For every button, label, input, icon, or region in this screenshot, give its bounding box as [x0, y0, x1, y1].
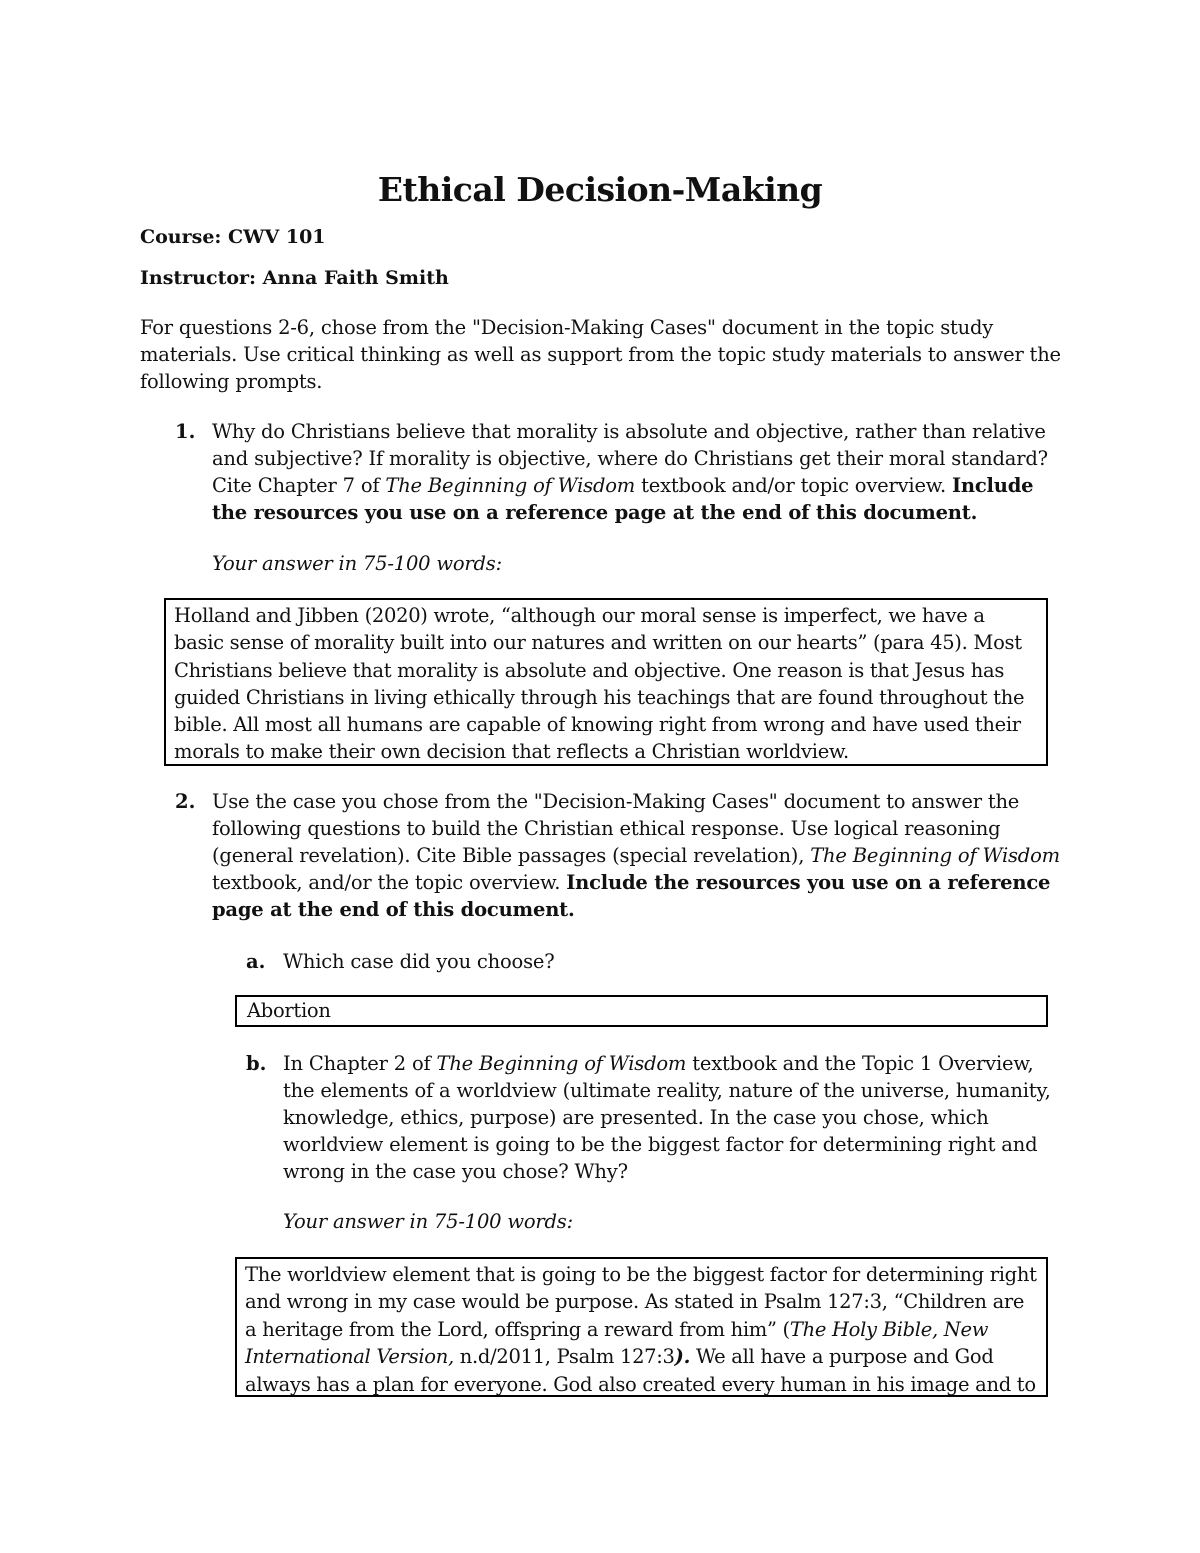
question-2a-text: Which case did you choose? [283, 950, 555, 973]
intro-paragraph: For questions 2-6, chose from the "Decision-Making Cases" document in the topic study materials. Use critical thinking as well as support from the topic study materials to answer the following prompts. [140, 316, 1061, 393]
course-line [140, 226, 326, 248]
book-title: The Beginning of Wisdom [436, 1052, 687, 1075]
course-value: CWV 101 [228, 226, 326, 248]
page-title: Ethical Decision-Making [377, 170, 823, 209]
book-title: The Beginning of Wisdom [385, 474, 636, 497]
question-2b-letter: b. [246, 1052, 267, 1075]
question-2b-answer-prompt: Your answer in 75-100 words: [283, 1210, 573, 1233]
question-1-number: 1. [175, 420, 196, 443]
question-2-bold-instruction: Include the resources you use on a reference page at the end of this document. [212, 871, 1051, 921]
instructor-label: Instructor: [140, 267, 257, 289]
question-1-bold-instruction: Include the resources you use on a reference page at the end of this document. [212, 474, 1034, 524]
question-2a-answer-box[interactable]: Abortion [235, 995, 1048, 1027]
instructor-value: Anna Faith Smith [262, 267, 449, 289]
question-2-text: Use the case you chose from the "Decision-Making Cases" document to answer the following questions to build the Christian ethical response. Use logical reasoning (general revelation). Cite Bible passages (special revelation), The Beginning of Wisdom textbook, and/or the topic overview. Include the resources you use on a reference page at the end of this document. [212, 790, 1060, 921]
instructor-line [140, 267, 449, 289]
question-2a-letter: a. [246, 950, 266, 973]
question-1-answer-prompt: Your answer in 75-100 words: [212, 552, 502, 575]
question-1-text: Why do Christians believe that morality is absolute and objective, rather than relative and subjective? If morality is objective, where do Christians get their moral standard? Cite Chapter 7 of The Beginning of Wisdom textbook and/or topic overview. Include the resources you use on a reference page at the end of this document. [212, 420, 1048, 524]
book-title: The Beginning of Wisdom [810, 844, 1060, 867]
question-2b-answer-box[interactable]: The worldview element that is going to be the biggest factor for determining right and wrong in my case would be purpose. As stated in Psalm 127:3, “Children are a heritage from the Lord, offspring a reward from him” (The Holy Bible, New International Version, n.d/2011, Psalm 127:3). We all have a purpose and God always has a plan for everyone. God also created every human in his image and to [235, 1257, 1048, 1397]
question-2-number: 2. [175, 790, 196, 813]
question-1-answer-box[interactable]: Holland and Jibben (2020) wrote, “although our moral sense is imperfect, we have a basic sense of morality built into our natures and written on our hearts” (para 45). Most Christians believe that morality is absolute and objective. One reason is that Jesus has guided Christians in living ethically through his teachings that are found throughout the bible. All most all humans are capable of knowing right from wrong and have used their morals to make their own decision that reflects a Christian worldview. [164, 598, 1048, 766]
question-2b-text: In Chapter 2 of The Beginning of Wisdom textbook and the Topic 1 Overview, the elements of a worldview (ultimate reality, nature of the universe, humanity, knowledge, ethics, purpose) are presented. In the case you chose, which worldview element is going to be the biggest factor for determining right and wrong in the case you chose? Why? [283, 1052, 1051, 1183]
course-label: Course: [140, 226, 222, 248]
